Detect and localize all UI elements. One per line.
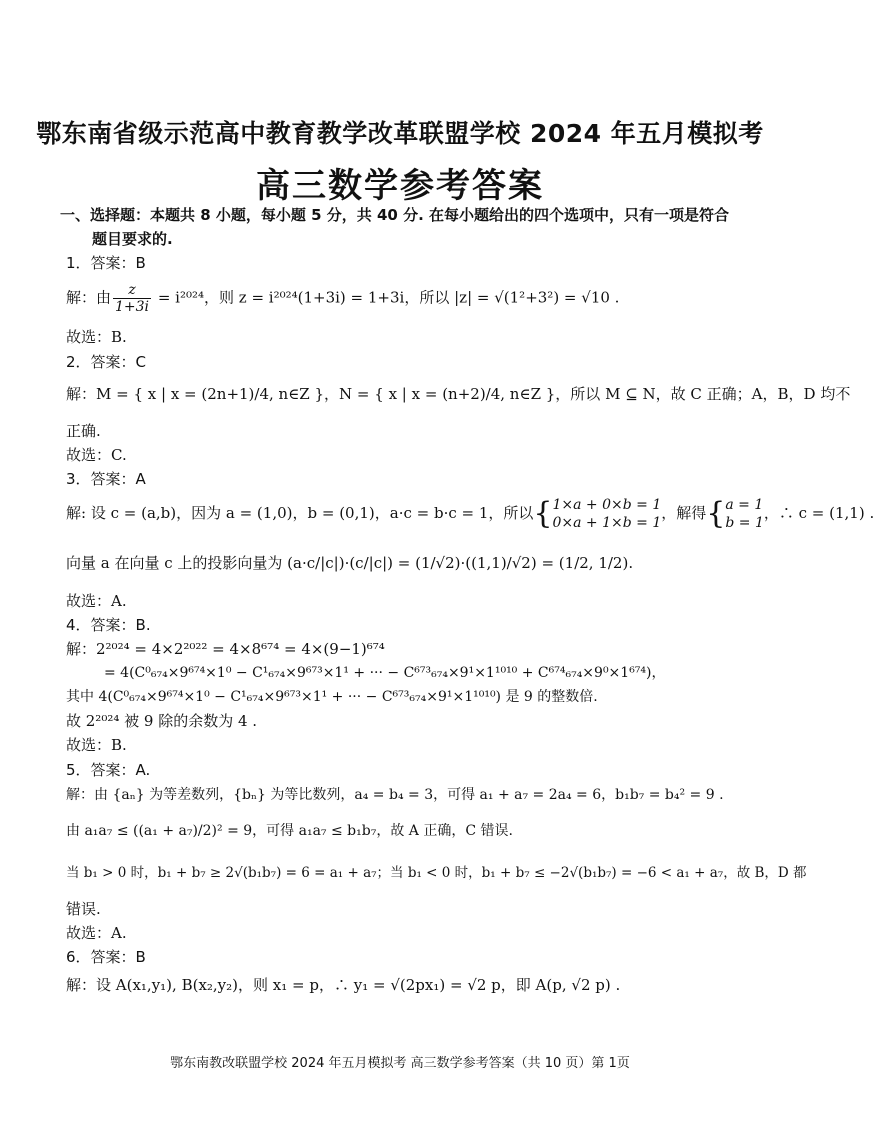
- q3-sys-1: 1×a + 0×b = 1: [552, 497, 662, 513]
- q3-projection: 向量 a 在向量 c 上的投影向量为 (a·c/|c|)·(c/|c|) = (1/√2)·((1,1)/√2) = (1/2, 1/2).: [66, 554, 634, 572]
- q5-line-2: 由 a₁a₇ ≤ ((a₁ + a₇)/2)² = 9，可得 a₁a₇ ≤ b₁b₇，故 A 正确，C 错误.: [66, 823, 513, 839]
- page-footer: 鄂东南教改联盟学校 2024 年五月模拟考 高三数学参考答案（共 10 页）第 1页: [170, 1056, 630, 1071]
- section-heading-1-cont: 题目要求的.: [92, 230, 173, 248]
- q5-answer: 5．答案：A.: [66, 761, 151, 779]
- q3-result: [725, 496, 764, 532]
- q3-sys-2: 0×a + 1×b = 1: [552, 515, 662, 531]
- q1-choice: 故选：B.: [66, 328, 127, 346]
- q1-answer: 1．答案：B: [66, 254, 146, 272]
- q6-answer: 6．答案：B: [66, 948, 146, 966]
- q2-solution: 解：M = { x | x = (2n+1)/4, n∈Z }，N = { x | x = (n+2)/4, n∈Z }，所以 M ⊆ N，故 C 正确；A，B，D 均不: [66, 385, 851, 403]
- q1-sol-main: = i²⁰²⁴，则 z = i²⁰²⁴(1+3i) = 1+3i，所以 |z| = √(1²+3²) = √10 .: [153, 288, 620, 307]
- q2-solution-cont: 正确.: [66, 422, 101, 440]
- q2-choice: 故选：C.: [66, 446, 127, 464]
- q4-line-3: 其中 4(C⁰₆₇₄×9⁶⁷⁴×1⁰ − C¹₆₇₄×9⁶⁷³×1¹ + ··· − C⁶⁷³₆₇₄×9¹×1¹⁰¹⁰) 是 9 的整数倍.: [66, 689, 598, 705]
- q4-line-1: 解：2²⁰²⁴ = 4×2²⁰²² = 4×8⁶⁷⁴ = 4×(9−1)⁶⁷⁴: [66, 640, 385, 658]
- q3-res-1: a = 1: [725, 497, 764, 513]
- q4-choice: 故选：B.: [66, 736, 127, 754]
- q5-choice: 故选：A.: [66, 924, 127, 942]
- q1-frac-num: z: [113, 282, 151, 299]
- q1-sol-prefix: 解：由: [66, 288, 112, 307]
- q3-sol-c: ，∴ c = (1,1) .: [763, 504, 874, 522]
- q3-res-2: b = 1: [725, 515, 764, 531]
- answer-key-title: 高三数学参考答案: [256, 166, 544, 206]
- q1-solution: [66, 282, 619, 315]
- q5-line-4: 错误.: [66, 900, 101, 918]
- q3-sol-a: 解: 设 c = (a,b)，因为 a = (1,0)，b = (0,1)，a·c = b·c = 1，所以: [66, 504, 534, 522]
- section-heading-1: 一、选择题：本题共 8 小题，每小题 5 分，共 40 分. 在每小题给出的四个选项中，只有一项是符合: [60, 206, 730, 224]
- q6-line-1: 解：设 A(x₁,y₁), B(x₂,y₂)，则 x₁ = p，∴ y₁ = √(2px₁) = √2 p，即 A(p, √2 p) .: [66, 976, 621, 994]
- q1-fraction: [113, 282, 151, 315]
- q3-brace-1: {: [533, 496, 553, 531]
- q3-choice: 故选：A.: [66, 592, 127, 610]
- q2-answer: 2．答案：C: [66, 353, 147, 371]
- q4-answer: 4．答案：B.: [66, 616, 151, 634]
- q3-answer: 3．答案：A: [66, 470, 146, 488]
- q5-line-1: 解：由 {aₙ} 为等差数列，{bₙ} 为等比数列，a₄ = b₄ = 3，可得 a₁ + a₇ = 2a₄ = 6，b₁b₇ = b₄² = 9 .: [66, 787, 724, 803]
- q4-line-2: = 4(C⁰₆₇₄×9⁶⁷⁴×1⁰ − C¹₆₇₄×9⁶⁷³×1¹ + ··· − C⁶⁷³₆₇₄×9¹×1¹⁰¹⁰ + C⁶⁷⁴₆₇₄×9⁰×1⁶⁷⁴)，: [104, 665, 666, 681]
- q3-system: [552, 496, 661, 532]
- q3-brace-2: {: [706, 496, 726, 531]
- q3-sol-b: ，解得: [661, 504, 707, 522]
- q5-line-3: 当 b₁ > 0 时，b₁ + b₇ ≥ 2√(b₁b₇) = 6 = a₁ + a₇；当 b₁ < 0 时，b₁ + b₇ ≤ −2√(b₁b₇) = −6 < a₁ + a₇，故 B，D 都: [66, 865, 807, 881]
- q3-solution: [66, 496, 874, 532]
- exam-title: 鄂东南省级示范高中教育教学改革联盟学校 2024 年五月模拟考: [36, 119, 764, 148]
- q1-frac-den: 1+3i: [115, 299, 150, 315]
- q4-line-4: 故 2²⁰²⁴ 被 9 除的余数为 4 .: [66, 712, 258, 730]
